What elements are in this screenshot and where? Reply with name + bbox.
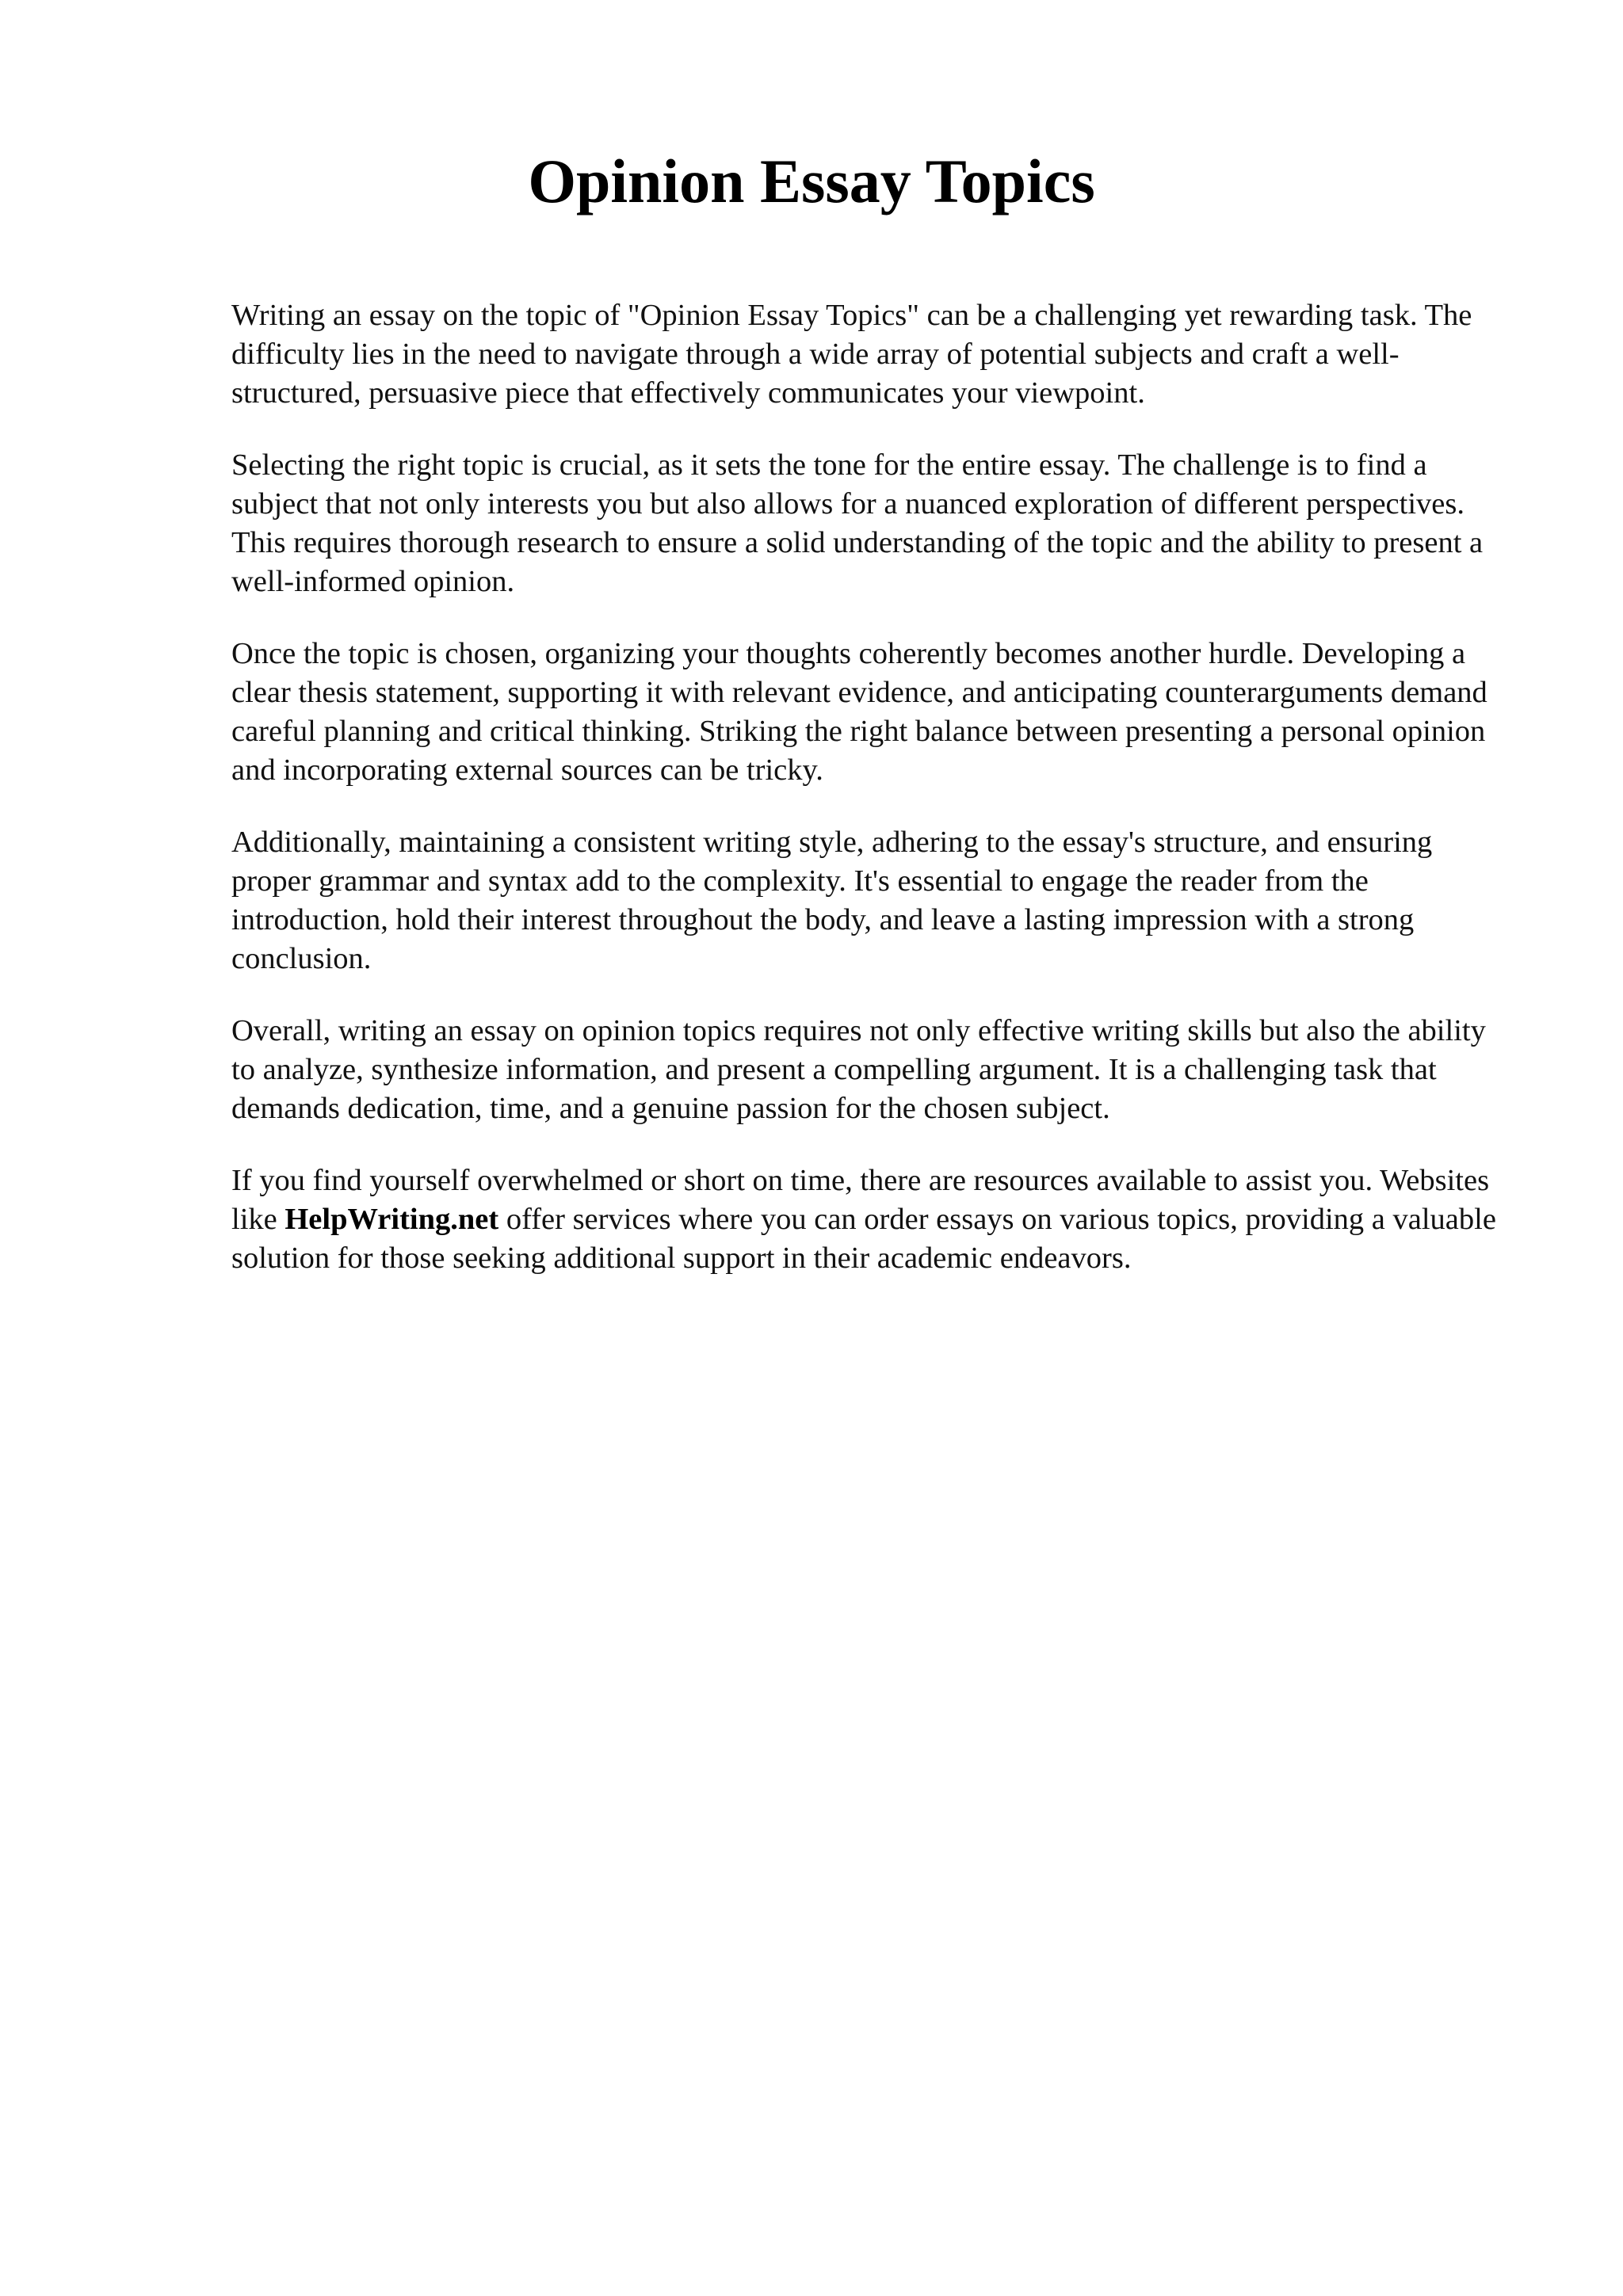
- paragraph-6-intro: If you find yourself overwhelmed or short on time, there are resources available to assist you. Websites like: [231, 1164, 1490, 1236]
- document-body: [231, 296, 1515, 1311]
- paragraph-2: Selecting the right topic is crucial, as it sets the tone for the entire essay. The challenge is to find a subject that not only interests you but also allows for a nuanced exploration of different perspectives. This requires thorough research to ensure a solid understanding of the topic and the ability to present a well-informed opinion.: [231, 448, 1484, 598]
- paragraph-6-outro: offer services where you can order essays on various topics, providing a valuable solution for those seeking additional support in their academic endeavors.: [231, 1203, 1496, 1275]
- paragraph-4: Additionally, maintaining a consistent writing style, adhering to the essay's structure, and ensuring proper grammar and syntax add to the complexity. It's essential to engage the reader from the introduction, hold their interest throughout the body, and leave a lasting impression with a strong conclusion.: [231, 826, 1433, 975]
- paragraph-5: Overall, writing an essay on opinion topics requires not only effective writing skills but also the ability to analyze, synthesize information, and present a compelling argument. It is a challenging task that demands dedication, time, and a genuine passion for the chosen subject.: [231, 1014, 1486, 1125]
- document-title: Opinion Essay Topics: [528, 147, 1095, 215]
- helpwriting-link[interactable]: HelpWriting.net: [285, 1203, 499, 1236]
- paragraph-1: Writing an essay on the topic of "Opinion Essay Topics" can be a challenging yet rewarding task. The difficulty lies in the need to navigate through a wide array of potential subjects and craft a well-structured, persuasive piece that effectively communicates your viewpoint.: [231, 299, 1472, 410]
- paragraph-6: [231, 1161, 1515, 1278]
- paragraph-3: Once the topic is chosen, organizing your thoughts coherently becomes another hurdle. Developing a clear thesis statement, supporting it with relevant evidence, and anticipating counterarguments demand careful planning and critical thinking. Striking the right balance between presenting a personal opinion and incorporating external sources can be tricky.: [231, 637, 1487, 787]
